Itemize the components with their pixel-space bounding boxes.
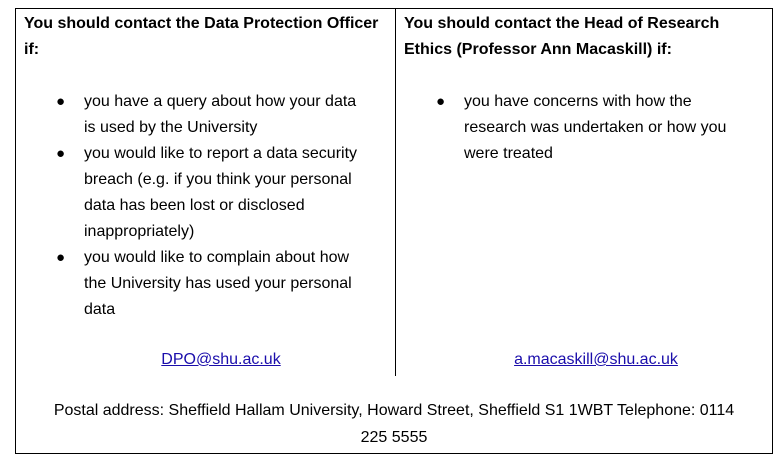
dpo-email-link[interactable]: DPO@shu.ac.uk [161, 351, 281, 368]
ethics-heading [404, 11, 766, 63]
list-item-line: you have concerns with how the [464, 93, 692, 110]
list-item-line: research was undertaken or how you [464, 119, 727, 136]
postal-address-footer [16, 397, 772, 451]
list-item [54, 245, 374, 323]
dpo-reason-list [54, 89, 374, 323]
list-item-line: you would like to report a data security [84, 145, 358, 162]
ethics-heading-line2: Ethics (Professor Ann Macaskill) if: [404, 41, 672, 58]
postal-address-line1: Postal address: Sheffield Hallam University, Howard Street, Sheffield S1 1WBT Telephone: 0114 [53, 402, 735, 419]
bullet-icon: ● [56, 145, 66, 162]
list-item-line: inappropriately) [84, 223, 195, 240]
list-item-line: data has been lost or disclosed [84, 197, 305, 214]
ethics-reason-list [434, 89, 754, 167]
dpo-column [16, 9, 395, 376]
dpo-heading-line2: if: [24, 41, 40, 58]
list-item-line: you would like to complain about how [84, 249, 350, 266]
ethics-email-link[interactable]: a.macaskill@shu.ac.uk [514, 351, 678, 368]
list-item [54, 89, 374, 141]
contact-table [15, 8, 773, 454]
ethics-column [395, 9, 772, 376]
list-item-line: were treated [464, 145, 553, 162]
list-item-line: data [84, 301, 116, 318]
list-item-line: the University has used your personal [84, 275, 352, 292]
bullet-icon: ● [56, 249, 66, 266]
list-item-line: breach (e.g. if you think your personal [84, 171, 352, 188]
ethics-heading-line1: You should contact the Head of Research [404, 15, 720, 32]
list-item [434, 89, 754, 167]
dpo-heading-line1: You should contact the Data Protection Officer [24, 15, 379, 32]
bullet-icon: ● [56, 93, 66, 110]
postal-address-line2: 225 5555 [360, 429, 428, 446]
list-item-line: is used by the University [84, 119, 258, 136]
bullet-icon: ● [436, 93, 446, 110]
list-item [54, 141, 374, 245]
list-item-line: you have a query about how your data [84, 93, 357, 110]
dpo-heading [24, 11, 392, 63]
